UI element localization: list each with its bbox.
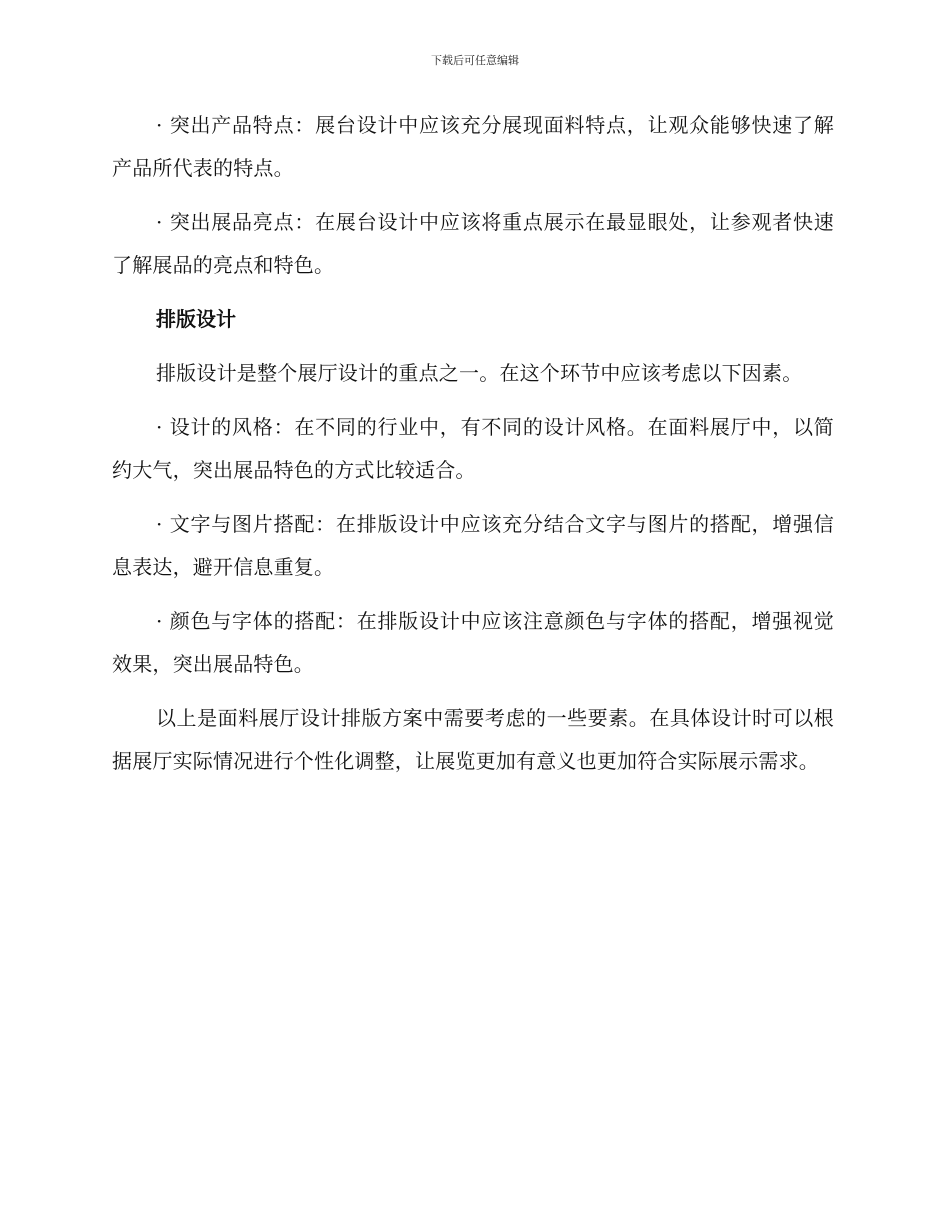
document-body: [112, 104, 834, 794]
bullet-design-style: · 设计的风格：在不同的行业中，有不同的设计风格。在面料展厅中，以简约大气，突出展品特色的方式比较适合。: [112, 415, 834, 482]
section-heading-layout-design: 排版设计: [156, 307, 236, 331]
page-header-note: 下载后可任意编辑: [431, 54, 519, 67]
bullet-product-features: · 突出产品特点：展台设计中应该充分展现面料特点，让观众能够快速了解产品所代表的特点。: [112, 113, 834, 180]
bullet-text-image-matching: · 文字与图片搭配：在排版设计中应该充分结合文字与图片的搭配，增强信息表达，避开信息重复。: [112, 512, 834, 579]
bullet-color-font-matching: · 颜色与字体的搭配：在排版设计中应该注意颜色与字体的搭配，增强视觉效果，突出展品特色。: [112, 609, 834, 676]
bullet-exhibit-highlights: · 突出展品亮点：在展台设计中应该将重点展示在最显眼处，让参观者快速了解展品的亮点和特色。: [112, 210, 834, 277]
conclusion-paragraph: 以上是面料展厅设计排版方案中需要考虑的一些要素。在具体设计时可以根据展厅实际情况进行个性化调整，让展览更加有意义也更加符合实际展示需求。: [112, 706, 834, 773]
layout-intro-paragraph: 排版设计是整个展厅设计的重点之一。在这个环节中应该考虑以下因素。: [156, 361, 803, 385]
